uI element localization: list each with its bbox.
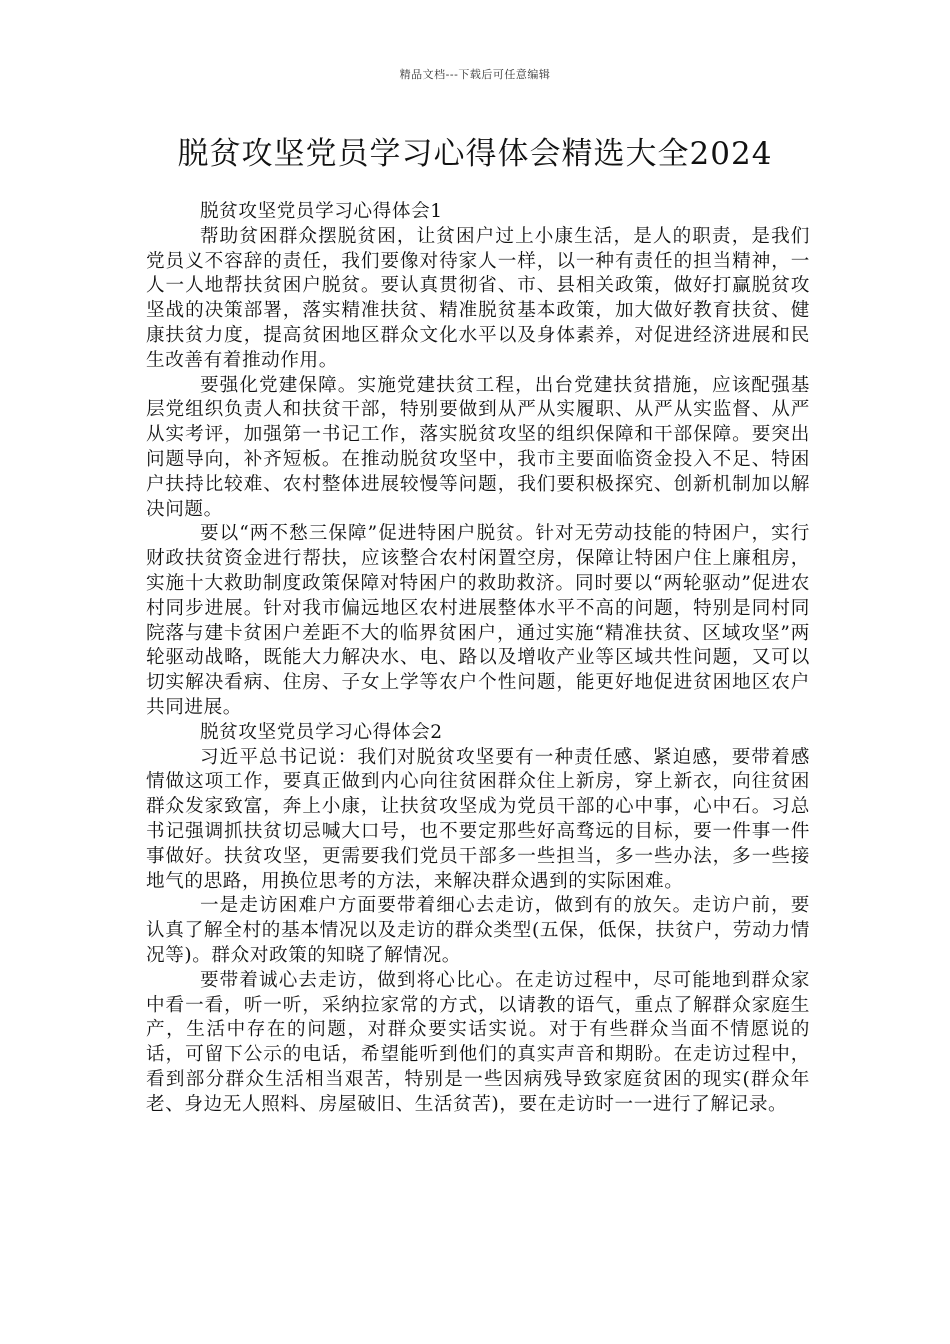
document-title: 脱贫攻坚党员学习心得体会精选大全2024 bbox=[177, 136, 773, 172]
paragraph: 要以“两不愁三保障”促进特困户脱贫。针对无劳动技能的特困户，实行财政扶贫资金进行帮扶，应该整合农村闲置空房，保障让特困户住上廉租房，实施十大救助制度政策保障对特困户的救助救济。同时要以“两轮驱动”促进农村同步进展。针对我市偏远地区农村进展整体水平不高的问题，特别是同村同院落与建卡贫困户差距不大的临界贫困户，通过实施“精准扶贫、区域攻坚”两轮驱动战略，既能大力解决水、电、路以及增收产业等区域共性问题，又可以切实解决看病、住房、子女上学等农户个性问题，能更好地促进贫困地区农户共同进展。 bbox=[146, 523, 810, 718]
paragraph: 要带着诚心去走访，做到将心比心。在走访过程中，尽可能地到群众家中看一看，听一听，采纳拉家常的方式，以请教的语气，重点了解群众家庭生产，生活中存在的问题，对群众要实话实说。对于有些群众当面不情愿说的话，可留下公示的电话，希望能听到他们的真实声音和期盼。在走访过程中，看到部分群众生活相当艰苦，特别是一些因病残导致家庭贫困的现实(群众年老、身边无人照料、房屋破旧、生活贫苦)，要在走访时一一进行了解记录。 bbox=[146, 969, 810, 1115]
header-note: 精品文档---下载后可任意编辑 bbox=[399, 68, 551, 81]
paragraph: 习近平总书记说：我们对脱贫攻坚要有一种责任感、紧迫感，要带着感情做这项工作，要真正做到内心向往贫困群众住上新房，穿上新衣，向往贫困群众发家致富，奔上小康，让扶贫攻坚成为党员干部的心中事，心中石。习总书记强调抓扶贫切忌喊大口号，也不要定那些好高骛远的目标，要一件事一件事做好。扶贫攻坚，更需要我们党员干部多一些担当，多一些办法，多一些接地气的思路，用换位思考的方法，来解决群众遇到的实际困难。 bbox=[146, 746, 810, 892]
paragraph: 要强化党建保障。实施党建扶贫工程，出台党建扶贫措施，应该配强基层党组织负责人和扶贫干部，特别要做到从严从实履职、从严从实监督、从严从实考评，加强第一书记工作，落实脱贫攻坚的组织保障和干部保障。要突出问题导向，补齐短板。在推动脱贫攻坚中，我市主要面临资金投入不足、特困户扶持比较难、农村整体进展较慢等问题，我们要积极探究、创新机制加以解决问题。 bbox=[146, 374, 810, 520]
paragraph: 一是走访困难户方面要带着细心去走访，做到有的放矢。走访户前，要认真了解全村的基本情况以及走访的群众类型(五保，低保，扶贫户，劳动力情况等)。群众对政策的知晓了解情况。 bbox=[146, 895, 810, 966]
section-heading-2: 脱贫攻坚党员学习心得体会2 bbox=[199, 721, 443, 743]
document-body bbox=[146, 200, 810, 1117]
paragraph: 帮助贫困群众摆脱贫困，让贫困户过上小康生活，是人的职责，是我们党员义不容辞的责任，我们要像对待家人一样，以一种有责任的担当精神，一人一人地帮扶贫困户脱贫。要认真贯彻省、市、县相关政策，做好打赢脱贫攻坚战的决策部署，落实精准扶贫、精准脱贫基本政策，加大做好教育扶贫、健康扶贫力度，提高贫困地区群众文化水平以及身体素养，对促进经济进展和民生改善有着推动作用。 bbox=[146, 225, 810, 371]
section-heading-1: 脱贫攻坚党员学习心得体会1 bbox=[199, 201, 443, 222]
